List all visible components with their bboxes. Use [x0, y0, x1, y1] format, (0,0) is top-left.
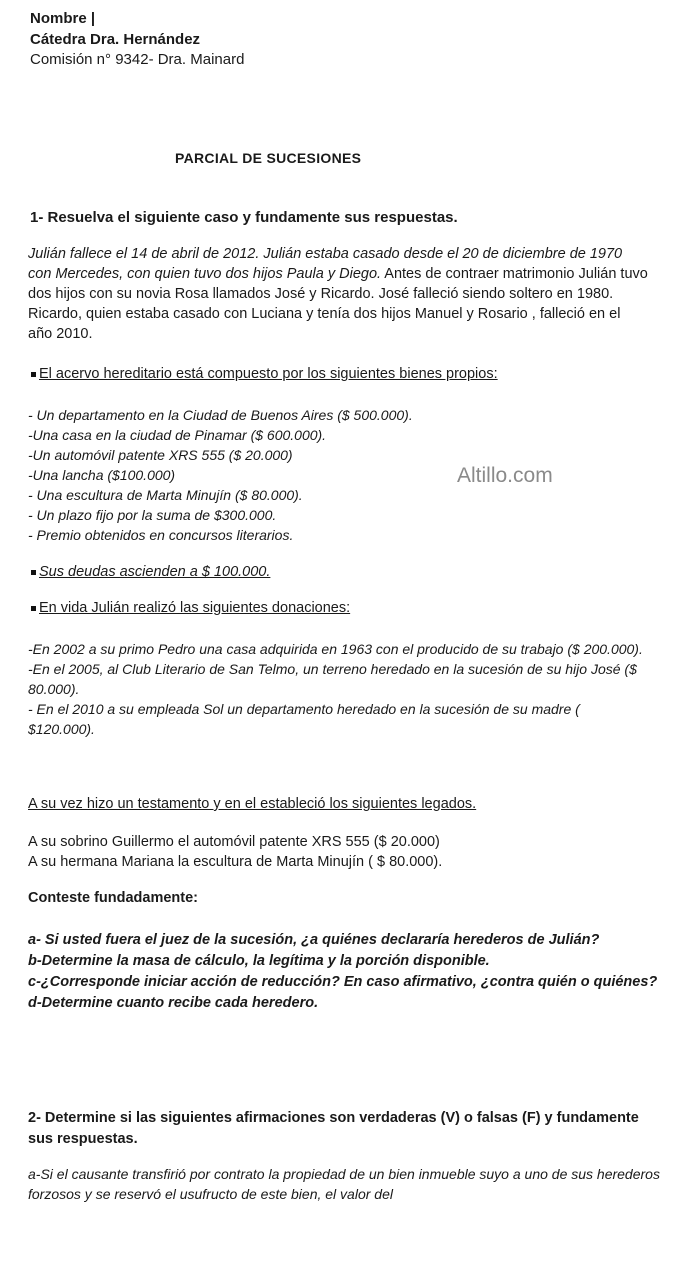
answer-prompt: Conteste fundadamente:	[28, 890, 198, 906]
list-item: d-Determine cuanto recibe cada heredero.	[28, 995, 319, 1011]
list-item: -En 2002 a su primo Pedro una casa adquirida en 1963 con el producido de su trabajo ($ 200.000).	[28, 641, 643, 657]
bullet-square-icon	[31, 372, 36, 377]
list-item: -Un automóvil patente XRS 555 ($ 20.000)	[28, 447, 293, 463]
assets-heading-text: El acervo hereditario está compuesto por los siguientes bienes propios:	[39, 366, 498, 382]
assets-heading	[31, 366, 498, 382]
list-item: - En el 2010 a su empleada Sol un departamento heredado en la sucesión de su madre ( $120.000).	[28, 701, 580, 737]
list-item: c-¿Corresponde iniciar acción de reducción? En caso afirmativo, ¿contra quién o quiénes?	[28, 974, 658, 990]
list-item: - Una escultura de Marta Minujín ($ 80.000).	[28, 487, 303, 503]
list-item: - Premio obtenidos en concursos literarios.	[28, 527, 294, 543]
bullet-square-icon	[31, 606, 36, 611]
chair-label: Cátedra Dra. Hernández	[30, 31, 201, 48]
assets-list	[28, 405, 648, 545]
donations-list	[28, 639, 648, 739]
watermark: Altillo.com	[457, 464, 553, 487]
commission-label: Comisión n° 9342- Dra. Mainard	[30, 51, 245, 68]
donations-heading-text: En vida Julián realizó las siguientes donaciones:	[39, 600, 351, 616]
list-item: - Un departamento en la Ciudad de Buenos Aires ($ 500.000).	[28, 407, 413, 423]
list-item: A su hermana Mariana la escultura de Marta Minujín ( $ 80.000).	[28, 854, 443, 870]
case-text-italic: Julián fallece el 14 de abril de 2012. Julián estaba casado desde el 20 de diciembre de 1970 con Mercedes, con quien tuvo dos hijos Paula y Diego.	[28, 246, 623, 282]
list-item: - Un plazo fijo por la suma de $300.000.	[28, 507, 277, 523]
bullet-square-icon	[31, 570, 36, 575]
student-name-label: Nombre |	[30, 10, 96, 27]
legacies-list	[28, 832, 442, 872]
question-1-heading: 1- Resuelva el siguiente caso y fundamente sus respuestas.	[30, 209, 458, 226]
list-item: b-Determine la masa de cálculo, la legítima y la porción disponible.	[28, 953, 490, 969]
list-item: a- Si usted fuera el juez de la sucesión, ¿a quiénes declararía herederos de Julián?	[28, 932, 600, 948]
donations-heading	[31, 600, 350, 616]
list-item: -Una casa en la ciudad de Pinamar ($ 600.000).	[28, 427, 327, 443]
list-item: A su sobrino Guillermo el automóvil patente XRS 555 ($ 20.000)	[28, 834, 440, 850]
debts-text: Sus deudas ascienden a $ 100.000.	[39, 564, 271, 580]
case-text-normal: Antes de contraer matrimonio Julián tuvo dos hijos con su novia Rosa llamados José y Ricardo. José falleció siendo soltero en 1980. Ricardo, quien estaba casado con Luciana y tenía dos hijos Manuel y Rosario , falleció en el año 2010.	[28, 266, 648, 342]
question-2-item-a: a-Si el causante transfirió por contrato la propiedad de un bien inmueble suyo a uno de sus herederos forzosos y se reservó el usufructo de este bien, el valor del	[28, 1166, 660, 1202]
question-2-heading: 2- Determine si las siguientes afirmaciones son verdaderas (V) o falsas (F) y fundamente sus respuestas.	[28, 1110, 639, 1147]
exam-title: PARCIAL DE SUCESIONES	[175, 150, 362, 166]
list-item: -En el 2005, al Club Literario de San Telmo, un terreno heredado en la sucesión de su hijo José ($ 80.000).	[28, 661, 637, 697]
case-paragraph	[28, 244, 648, 344]
debts-line	[31, 564, 270, 580]
list-item: -Una lancha ($100.000)	[28, 467, 176, 483]
legacies-heading: A su vez hizo un testamento y en el estableció los siguientes legados.	[28, 796, 477, 812]
subquestions-list	[28, 930, 658, 1014]
